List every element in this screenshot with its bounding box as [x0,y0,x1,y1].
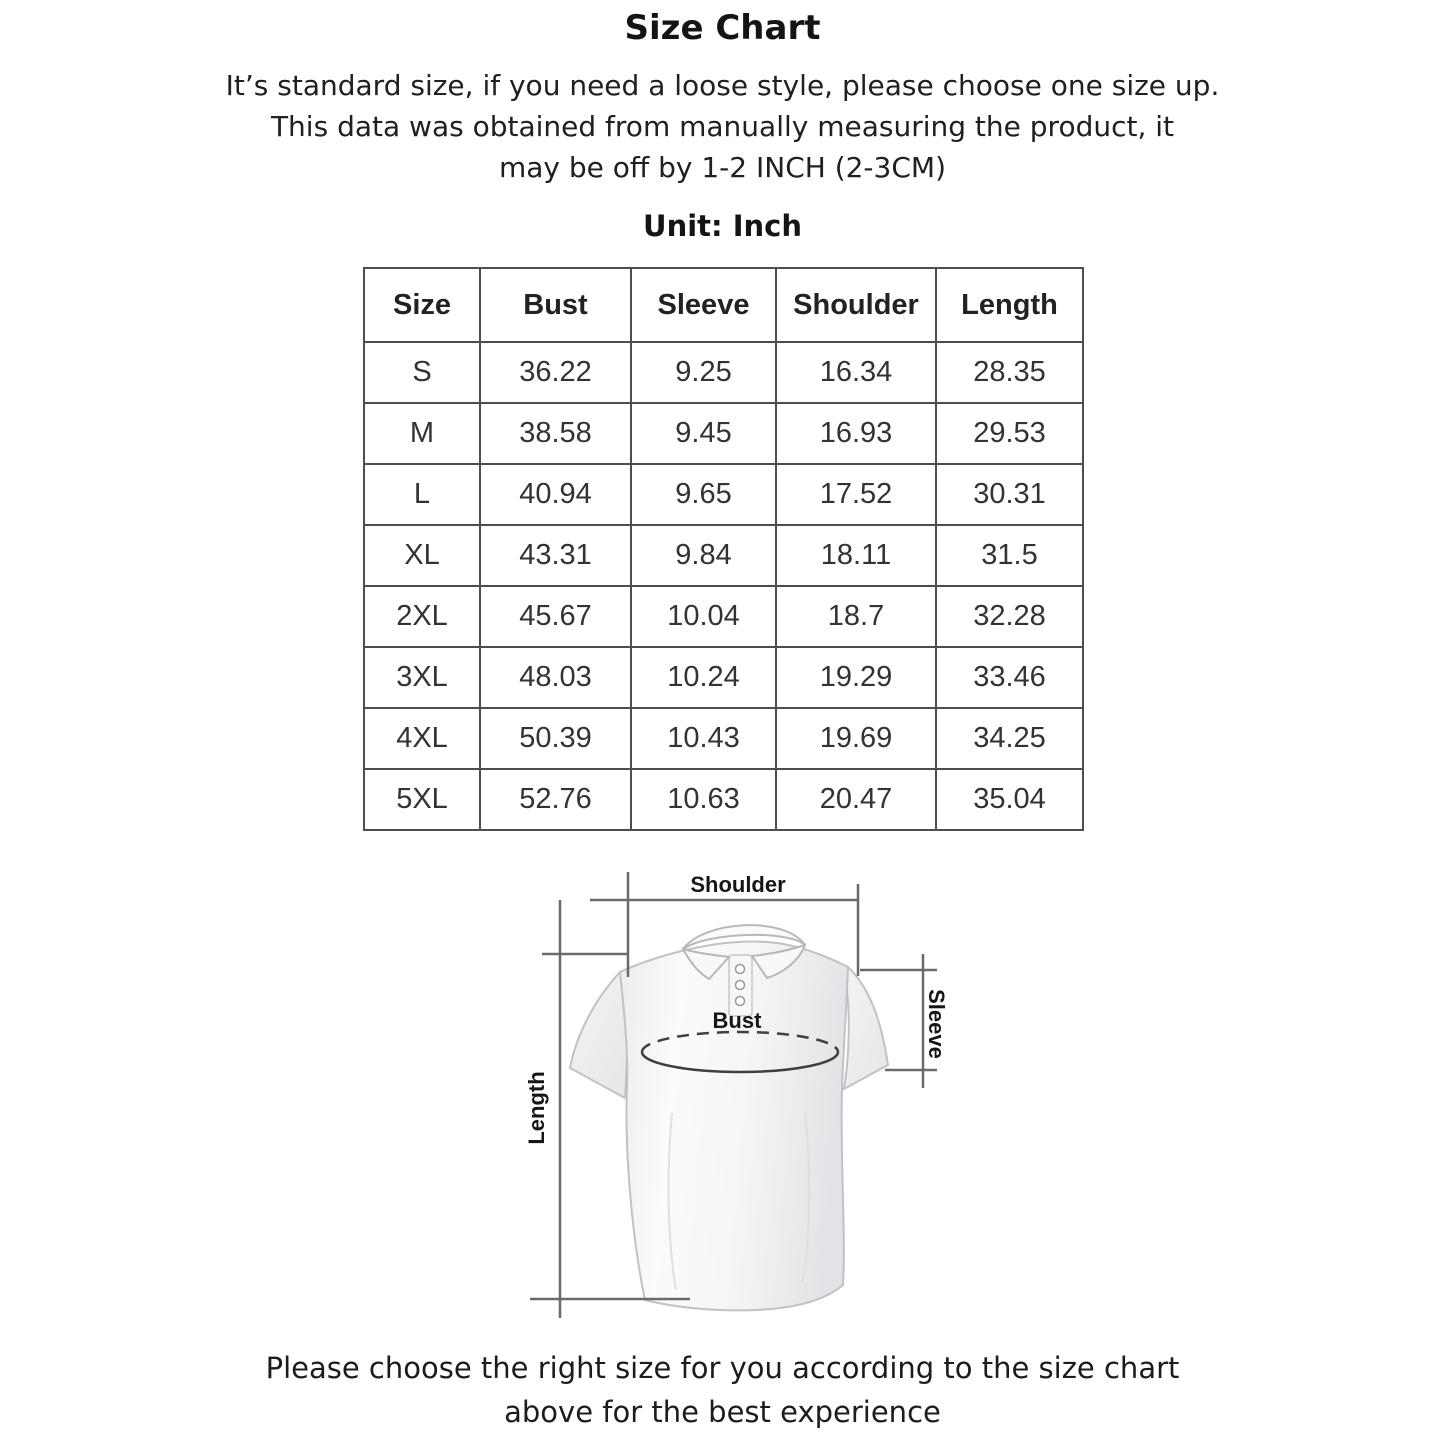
cell-size: 2XL [364,586,480,647]
cell-sleeve: 10.63 [631,769,776,830]
column-header-length: Length [936,268,1083,342]
page-title: Size Chart [624,8,821,48]
placket-button-2 [736,981,745,990]
column-header-bust: Bust [480,268,631,342]
intro-text [0,65,1445,188]
cell-bust: 43.31 [480,525,631,586]
cell-size: 4XL [364,708,480,769]
table-row-5xl [364,769,1083,830]
cell-shoulder: 20.47 [776,769,936,830]
table-header-row [364,268,1083,342]
unit-label: Unit: Inch [643,209,802,243]
column-header-shoulder: Shoulder [776,268,936,342]
placket-button-3 [736,997,745,1006]
cell-sleeve: 10.24 [631,647,776,708]
cell-sleeve: 9.84 [631,525,776,586]
cell-length: 34.25 [936,708,1083,769]
table-row-s [364,342,1083,403]
cell-length: 35.04 [936,769,1083,830]
cell-sleeve: 9.65 [631,464,776,525]
table-row-l [364,464,1083,525]
column-header-size: Size [364,268,480,342]
shirt-measurement-diagram [470,858,990,1338]
sleeve-label: Sleeve [924,989,949,1059]
cell-size: L [364,464,480,525]
cell-shoulder: 16.34 [776,342,936,403]
intro-line-2: This data was obtained from manually measuring the product, it [270,110,1175,143]
cell-bust: 48.03 [480,647,631,708]
cell-bust: 52.76 [480,769,631,830]
polo-shirt-illustration [570,925,888,1310]
intro-line-3: may be off by 1-2 INCH (2-3CM) [498,151,946,184]
table-row-3xl [364,647,1083,708]
cell-length: 33.46 [936,647,1083,708]
cell-shoulder: 18.7 [776,586,936,647]
cell-bust: 36.22 [480,342,631,403]
footer-line-1: Please choose the right size for you according to the size chart [265,1351,1180,1385]
cell-shoulder: 17.52 [776,464,936,525]
cell-shoulder: 16.93 [776,403,936,464]
cell-size: XL [364,525,480,586]
bust-label: Bust [712,1008,762,1033]
footer-line-2: above for the best experience [504,1395,941,1429]
cell-bust: 45.67 [480,586,631,647]
cell-size: 5XL [364,769,480,830]
cell-bust: 38.58 [480,403,631,464]
shirt-right-sleeve [844,967,888,1089]
cell-bust: 40.94 [480,464,631,525]
footer-note [0,1346,1445,1434]
cell-size: 3XL [364,647,480,708]
size-table [363,267,1084,831]
shoulder-label: Shoulder [690,872,786,897]
cell-size: S [364,342,480,403]
cell-sleeve: 10.43 [631,708,776,769]
length-label: Length [524,1071,549,1145]
cell-sleeve: 9.25 [631,342,776,403]
cell-length: 30.31 [936,464,1083,525]
table-row-m [364,403,1083,464]
cell-bust: 50.39 [480,708,631,769]
cell-sleeve: 9.45 [631,403,776,464]
intro-line-1: It’s standard size, if you need a loose style, please choose one size up. [225,69,1220,102]
cell-length: 28.35 [936,342,1083,403]
cell-size: M [364,403,480,464]
column-header-sleeve: Sleeve [631,268,776,342]
cell-shoulder: 19.29 [776,647,936,708]
cell-length: 29.53 [936,403,1083,464]
cell-sleeve: 10.04 [631,586,776,647]
table-row-2xl [364,586,1083,647]
cell-shoulder: 19.69 [776,708,936,769]
cell-shoulder: 18.11 [776,525,936,586]
cell-length: 31.5 [936,525,1083,586]
table-row-xl [364,525,1083,586]
cell-length: 32.28 [936,586,1083,647]
placket-button-1 [736,965,745,974]
table-row-4xl [364,708,1083,769]
